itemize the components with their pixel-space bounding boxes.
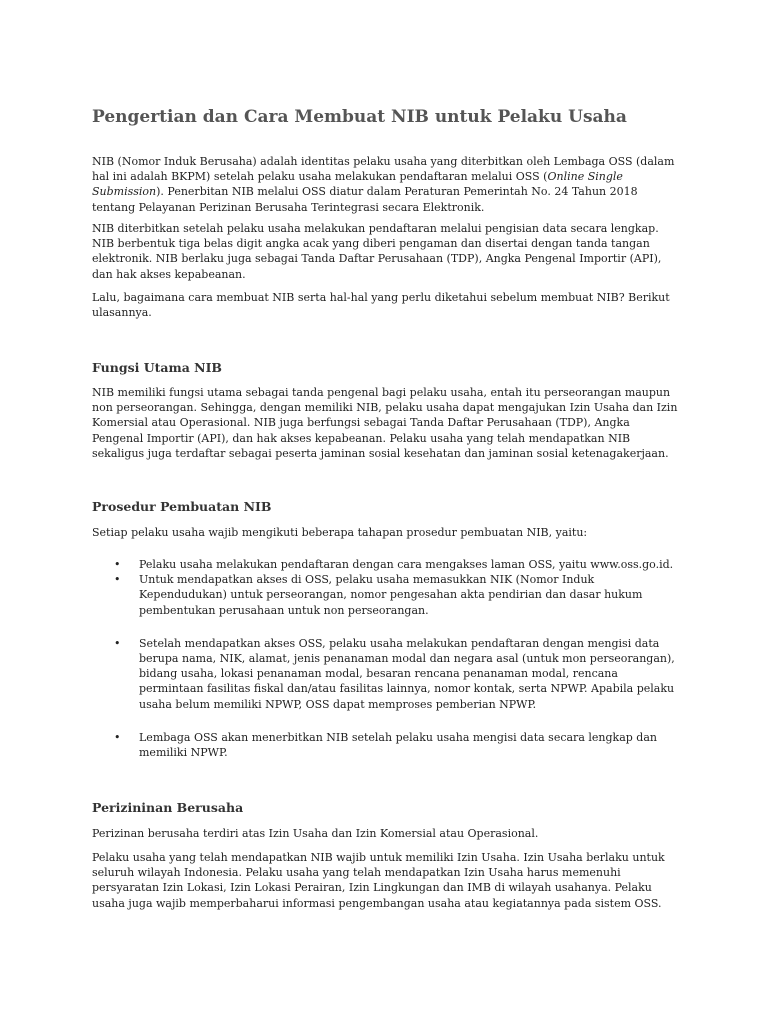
list-item-text: Setelah mendapatkan akses OSS, pelaku usaha melakukan pendaftaran dengan mengisi data berupa nama, NIK, alamat, jenis penanaman modal dan negara asal (untuk mon perseorangan), bidang usaha, lokasi penanaman modal, besaran rencana penanaman modal, rencana permintaan fasilitas fiskal dan/atau fasilitas lainnya, nomor kontak, serta NPWP. Apabila pelaku usaha belum memiliki NPWP, OSS dapat memproses pemberian NPWP. xyxy=(139,636,675,711)
list-item xyxy=(92,636,680,712)
prosedur-intro: Setiap pelaku usaha wajib mengikuti beberapa tahapan prosedur pembuatan NIB, yaitu: xyxy=(92,526,588,539)
list-item-text: Lembaga OSS akan menerbitkan NIB setelah pelaku usaha mengisi data secara lengkap dan memiliki NPWP. xyxy=(139,730,657,760)
prosedur-list xyxy=(92,557,680,760)
fungsi-heading: Fungsi Utama NIB xyxy=(92,360,222,375)
list-item xyxy=(92,572,680,618)
intro-paragraph-3: Lalu, bagaimana cara membuat NIB serta hal-hal yang perlu diketahui sebelum membuat NIB? Berikut ulasannya. xyxy=(92,291,670,320)
prosedur-heading: Prosedur Pembuatan NIB xyxy=(92,499,272,514)
intro-text-before: NIB (Nomor Induk Berusaha) adalah identitas pelaku usaha yang diterbitkan oleh Lembaga OSS (dalam hal ini adalah BKPM) setelah pelaku usaha melakukan pendaftaran melalui OSS ( xyxy=(92,155,675,184)
bullet-icon: • xyxy=(114,636,121,650)
list-item-text: Untuk mendapatkan akses di OSS, pelaku usaha memasukkan NIK (Nomor Induk Kependudukan) untuk perseorangan, nomor pengesahan akta pendirian dan dasar hukum pembentukan perusahaan untuk non perseorangan. xyxy=(139,573,643,617)
perizinan-paragraph-2: Pelaku usaha yang telah mendapatkan NIB wajib untuk memiliki Izin Usaha. Izin Usaha berlaku untuk seluruh wilayah Indonesia. Pelaku usaha yang telah mendapatkan Izin Usaha harus memenuhi persyaratan Izin Lokasi, Izin Lokasi Perairan, Izin Lingkungan dan IMB di wilayah usahanya. Pelaku usaha juga wajib memperbaharui informasi pengembangan usaha atau kegiatannya pada sistem OSS. xyxy=(92,851,665,910)
fungsi-paragraph: NIB memiliki fungsi utama sebagai tanda pengenal bagi pelaku usaha, entah itu perseorangan maupun non perseorangan. Sehingga, dengan memiliki NIB, pelaku usaha dapat mengajukan Izin Usaha dan Izin Komersial atau Operasional. NIB juga berfungsi sebagai Tanda Daftar Perusahaan (TDP), Angka Pengenal Importir (API), dan hak akses kepabeanan. Pelaku usaha yang telah mendapatkan NIB sekaligus juga terdaftar sebagai peserta jaminan sosial kesehatan dan jaminan sosial ketenagakerjaan. xyxy=(92,386,678,460)
bullet-icon: • xyxy=(114,558,121,571)
perizinan-paragraph-1: Perizinan berusaha terdiri atas Izin Usaha dan Izin Komersial atau Operasional. xyxy=(92,827,539,840)
perizinan-heading: Perizininan Berusaha xyxy=(92,800,244,815)
page-title: Pengertian dan Cara Membuat NIB untuk Pelaku Usaha xyxy=(92,107,627,127)
list-item xyxy=(92,557,680,572)
bullet-icon: • xyxy=(114,573,121,587)
list-item xyxy=(92,730,680,760)
bullet-icon: • xyxy=(114,730,121,744)
intro-text-after: ). Penerbitan NIB melalui OSS diatur dalam Peraturan Pemerintah No. 24 Tahun 2018 tentang Pelayanan Perizinan Berusaha Terintegrasi secara Elektronik. xyxy=(92,185,638,214)
list-item-text: Pelaku usaha melakukan pendaftaran dengan cara mengakses laman OSS, yaitu www.oss.go.id. xyxy=(139,558,674,571)
intro-paragraph-1 xyxy=(92,154,680,215)
intro-paragraph-2: NIB diterbitkan setelah pelaku usaha melakukan pendaftaran melalui pengisian data secara lengkap. NIB berbentuk tiga belas digit angka acak yang diberi pengaman dan disertai dengan tanda tangan elektronik. NIB berlaku juga sebagai Tanda Daftar Perusahaan (TDP), Angka Pengenal Importir (API), dan hak akses kepabeanan. xyxy=(92,222,662,281)
intro-italic-term: Online Single Submission xyxy=(92,170,623,199)
